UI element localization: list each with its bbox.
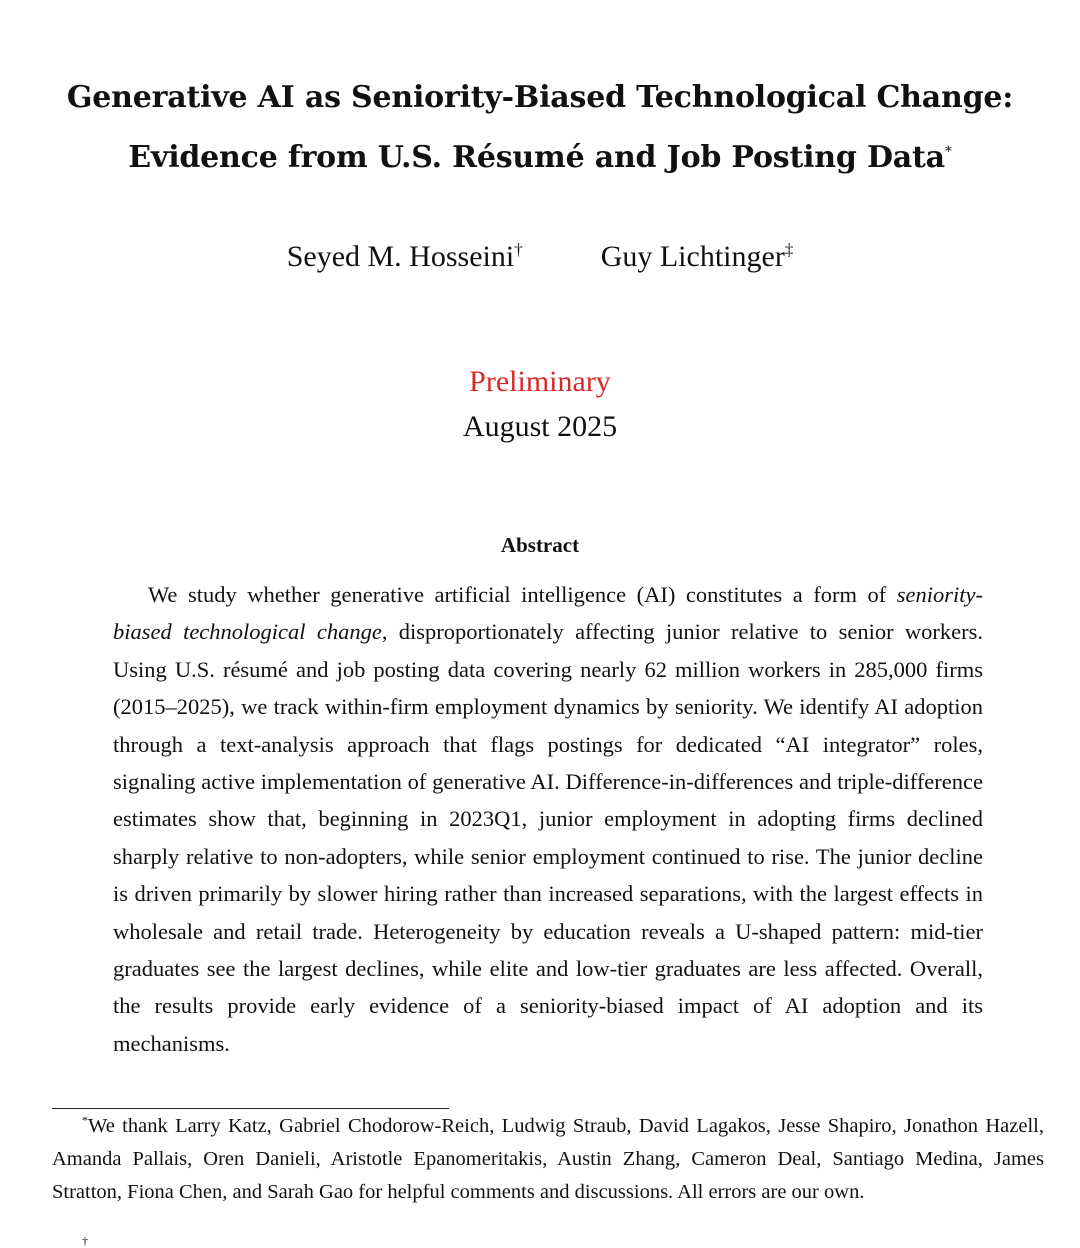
abstract-emphasis: seniority-biased technological change <box>113 582 983 645</box>
author-1-mark: † <box>514 240 523 259</box>
author-1 <box>287 240 523 274</box>
author-1-name: Seyed M. Hosseini <box>286 240 515 273</box>
author-2 <box>601 240 794 274</box>
footnote-mark: * <box>82 1113 88 1128</box>
next-footnote-mark: † <box>82 1234 88 1248</box>
paper-title-line-1-text: Generative AI as Seniority-Biased Technological Change: <box>66 80 1014 115</box>
author-2-mark: ‡ <box>784 240 794 259</box>
author-2-name: Guy Lichtinger <box>600 240 785 273</box>
footnote-acknowledgements <box>52 1110 1044 1209</box>
paper-date: August 2025 <box>462 410 618 443</box>
title-footnote-mark: * <box>944 144 952 160</box>
abstract-text: , disproportionately affecting junior relative to senior workers. Using U.S. résumé and job posting data covering nearly 62 million workers in 285,000 firms (2015–2025), we track within-firm employment dynamics by seniority. We identify AI adoption through a text-analysis approach that flags postings for dedicated “AI integrator” roles, signaling active implementation of generative AI. Difference-in-differences and triple-difference estimates show that, beginning in 2023Q1, junior employment in adopting firms declined sharply relative to non-adopters, while senior employment continued to rise. The junior decline is driven primarily by slower hiring rather than increased separations, with the largest effects in wholesale and retail trade. Heterogeneity by education reveals a U-shaped pattern: mid-tier graduates see the largest declines, while elite and low-tier graduates are less affected. Overall, the results provide early evidence of a seniority-biased impact of AI adoption and its mechanisms. <box>113 619 983 1056</box>
paper-title-line-2 <box>0 140 1080 175</box>
footnote-text: We thank Larry Katz, Gabriel Chodorow-Reich, Ludwig Straub, David Lagakos, Jesse Shapiro, Jonathon Hazell, Amanda Pallais, Oren Danieli, Aristotle Epanomeritakis, Austin Zhang, Cameron Deal, Santiago Medina, James Stratton, Fiona Chen, and Sarah Gao for helpful comments and discussions. All errors are our own. <box>52 1115 1044 1203</box>
author-list <box>0 240 1080 274</box>
abstract-intro: We study whether generative artificial intelligence (AI) constitutes a form of <box>148 582 897 607</box>
paper-title-line-1 <box>0 80 1080 115</box>
abstract-body <box>113 576 983 1062</box>
abstract-heading: Abstract <box>500 533 580 557</box>
paper-title-line-2-text: Evidence from U.S. Résumé and Job Posting Data <box>128 140 945 175</box>
footnote-rule <box>52 1108 449 1109</box>
draft-status: Preliminary <box>469 365 611 398</box>
